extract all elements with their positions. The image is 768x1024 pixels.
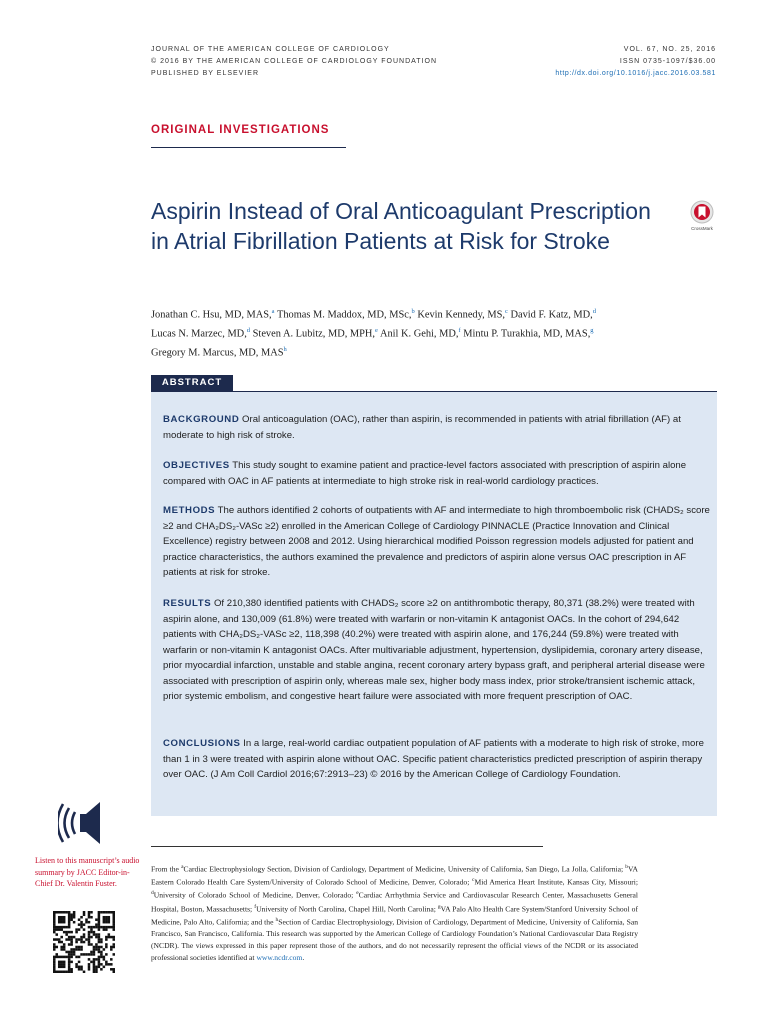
footnote-text: University of North Carolina, Chapel Hill, North Carolina; [256,904,438,914]
publisher-line: PUBLISHED BY ELSEVIER [151,70,260,77]
affiliation-marker: g [590,326,594,334]
author: Kevin Kennedy, MS, [417,309,505,321]
author-list [151,304,671,361]
abstract-body: This study sought to examine patient and practice-level factors associated with prescription of aspirin alone compared with OAC in AF patients at intermediate to high stroke risk in real-world cardiology practices. [163,460,687,487]
author: Thomas M. Maddox, MD, MSc, [276,309,412,321]
article-title: Aspirin Instead of Oral Anticoagulant Prescription in Atrial Fibrillation Patients at Risk for Stroke [151,198,651,254]
affiliations-footnote [151,862,638,963]
footnote-text: Cardiac Electrophysiology Section, Division of Cardiology, Department of Medicine, University of California, San Diego, La Jolla, California; [183,864,626,874]
affiliation-marker: d [246,326,251,334]
footnote-text: Section of Cardiac Electrophysiology, Division of Cardiology, Department of Medicine, University of California, San Francisco, San Francisco, California. This research was supported by the American College of Cardiology Foundation’s National Cardiovascular Data Registry (NCDR). The views expressed in this paper represent those of the authors, and do not necessarily represent the official views of the NCDR or its associated professional societies identified at [151,917,638,962]
affiliation-marker: a [181,864,184,870]
abstract-body: Of 210,380 identified patients with CHADS₂ score ≥2 on antithrombotic therapy, 80,371 (38.2%) were treated with aspirin alone, and 130,009 (61.8%) were treated with warfarin or non-vitamin K antagonist OACs. In the cohort of 294,642 patients with CHA₂DS₂-VASc ≥2, 118,398 (40.2%) were treated with aspirin alone, and 176,244 (59.8%) were treated with warfarin or non-vitamin K antagonist OACs. After multivariable adjustment, hypertension, dyslipidemia, coronary artery disease, prior myocardial infarction, unstable and stable angina, recent coronary artery bypass graft, and peripheral arterial disease were associated with prescription of aspirin only, whereas male sex, higher body mass index, prior stroke/transient ischemic attack, prior systemic embolism, and congestive heart failure were associated with more frequent prescription of OAC. [163,598,705,702]
author: Anil K. Gehi, MD, [379,328,459,340]
audio-summary-text: Listen to this manuscript’s audio summary by JACC Editor-in-Chief Dr. Valentin Fuster. [35,856,140,888]
affiliation-marker: g [437,903,441,910]
abstract-body: Oral anticoagulation (OAC), rather than aspirin, is recommended in patients with atrial fibrillation (AF) at moderate to high risk of stroke. [163,414,681,441]
affiliation-marker: h [283,345,287,353]
affiliation-marker: h [275,916,279,923]
affiliation-marker: d [151,890,154,897]
affiliation-marker: a [271,308,275,315]
affiliation-marker: b [411,308,415,315]
abstract-conclusions [163,736,711,783]
footnote-text: University of Colorado School of Medicine, Denver, Colorado; [153,891,357,900]
crossmark-label: CrossMark [691,226,713,231]
abstract-heading: RESULTS [163,598,212,609]
affiliation-marker: d [592,308,597,315]
author: Lucas N. Marzec, MD, [151,328,247,340]
author: David F. Katz, MD, [510,309,593,321]
section-divider [151,147,346,148]
volume-line: VOL. 67, NO. 25, 2016 [623,46,716,53]
crossmark-icon[interactable] [688,200,716,232]
abstract-objectives [163,458,711,489]
affiliation-marker: b [625,864,628,870]
doi-link[interactable]: http://dx.doi.org/10.1016/j.jacc.2016.03.581 [555,70,716,77]
issn-line: ISSN 0735-1097/$36.00 [619,58,716,65]
ncdr-link[interactable]: www.ncdr.com [256,952,303,962]
affiliation-marker: e [375,326,378,334]
footnote-text: VA Palo Alto Health Care System/Stanford University School of Medicine, Palo Alto, California; and the [151,904,638,927]
abstract-body: The authors identified 2 cohorts of outpatients with AF and intermediate to high thromboembolic risk (CHADS₂ score ≥2 and CHA₂DS₂-VASc ≥2) enrolled in the American College of Cardiology PINNACLE (Practice Innovation and Clinical Excellence) registry between 2008 and 2012. Using hierarchical modified Poisson regression models adjusted for patient and practice characteristics, the authors examined the prevalence and predictors of aspirin alone versus OAC prescription in AF patients at risk for stroke. [163,505,710,578]
footnote-text: VA Eastern Colorado Health Care System/University of Colorado School of Medicine, Denver, Colorado; [151,864,638,887]
abstract-methods [163,503,711,581]
qr-code-icon[interactable] [53,911,115,973]
affiliation-marker: c [504,308,508,315]
footnote-text: Cardiac Arrhythmia Service and Cardiovascular Research Center, Massachusetts General Hospital, Boston, Massachusetts; [151,891,638,914]
author: Gregory M. Marcus, MD, MAS [151,347,284,359]
abstract-heading: BACKGROUND [163,414,240,425]
abstract-heading: CONCLUSIONS [163,738,241,749]
abstract-body: In a large, real-world cardiac outpatient population of AF patients with a moderate to high risk of stroke, more than 1 in 3 were treated with aspirin alone without OAC. Specific patient characteristics predicted prescription of aspirin therapy over OAC. (J Am Coll Cardiol 2016;67:2913–23) © 2016 by the American College of Cardiology Foundation. [163,738,704,780]
footnote-text: From the [151,864,182,874]
journal-header-right [555,44,716,80]
abstract-heading: METHODS [163,505,216,516]
abstract-results [163,596,711,705]
audio-speaker-icon[interactable] [58,800,110,846]
abstract-heading: OBJECTIVES [163,460,230,471]
copyright-line: © 2016 BY THE AMERICAN COLLEGE OF CARDIOLOGY FOUNDATION [151,58,438,65]
affiliation-marker: f [458,326,461,334]
footnote-text: Mid America Heart Institute, Kansas City, Missouri; [474,877,638,887]
affiliation-marker: e [356,890,359,897]
abstract-background [163,412,711,443]
footnote-divider [151,846,543,847]
author: Mintu P. Turakhia, MD, MAS, [463,328,591,340]
abstract-tab: ABSTRACT [151,375,233,391]
section-label: ORIGINAL INVESTIGATIONS [151,124,330,136]
affiliation-marker: f [254,903,257,910]
affiliation-marker: c [472,877,475,884]
journal-name: JOURNAL OF THE AMERICAN COLLEGE OF CARDIOLOGY [151,46,390,53]
author: Jonathan C. Hsu, MD, MAS, [151,309,272,321]
author: Steven A. Lubitz, MD, MPH, [252,328,376,340]
footnote-text: . [302,952,305,962]
journal-header-left [151,44,437,80]
